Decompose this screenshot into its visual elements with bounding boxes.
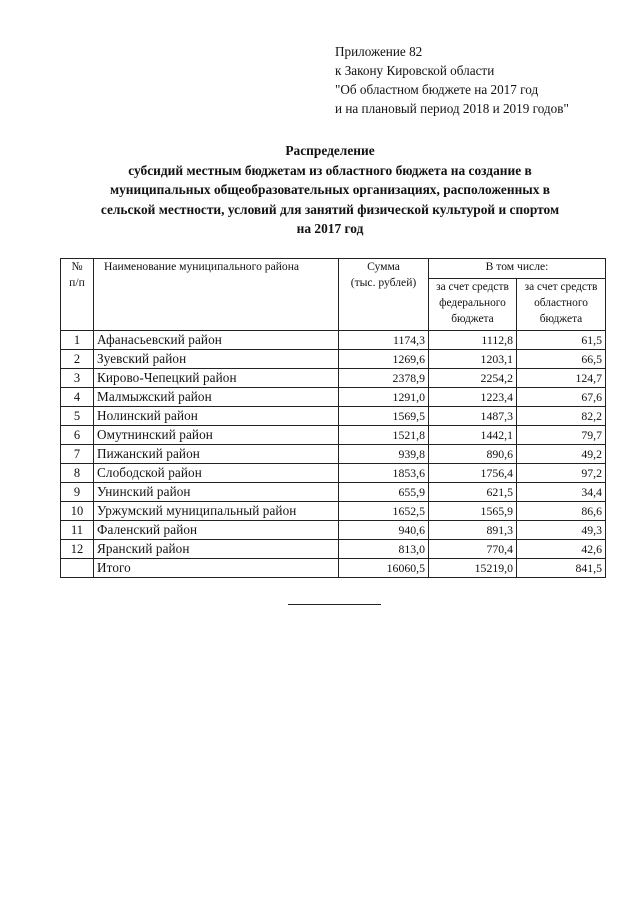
row-regional: 82,2 xyxy=(517,407,606,426)
appendix-header xyxy=(335,42,625,118)
row-regional: 49,3 xyxy=(517,521,606,540)
table-row xyxy=(61,331,606,350)
row-number: 4 xyxy=(61,388,94,407)
total-sum: 16060,5 xyxy=(339,559,429,578)
row-regional: 66,5 xyxy=(517,350,606,369)
row-regional: 49,2 xyxy=(517,445,606,464)
row-sum: 1174,3 xyxy=(339,331,429,350)
row-sum: 655,9 xyxy=(339,483,429,502)
row-federal: 891,3 xyxy=(429,521,517,540)
subsidy-table xyxy=(60,258,606,578)
row-number: 6 xyxy=(61,426,94,445)
header-regional xyxy=(517,279,606,331)
row-federal: 1112,8 xyxy=(429,331,517,350)
table-row xyxy=(61,502,606,521)
row-regional: 124,7 xyxy=(517,369,606,388)
row-sum: 940,6 xyxy=(339,521,429,540)
header-including: В том числе: xyxy=(429,259,606,279)
header-district-name xyxy=(94,259,339,331)
appendix-line-1: Приложение 82 xyxy=(335,44,423,59)
row-sum: 1521,8 xyxy=(339,426,429,445)
title-line-3: муниципальных общеобразовательных организациях, расположенных в xyxy=(109,182,551,197)
row-federal: 1756,4 xyxy=(429,464,517,483)
row-district-name: Зуевский район xyxy=(94,350,339,369)
row-sum: 1569,5 xyxy=(339,407,429,426)
total-label: Итого xyxy=(94,559,339,578)
header-regional-line-1: за счет средств xyxy=(524,281,598,293)
header-sum-line-2: (тыс. рублей) xyxy=(350,275,417,289)
row-number: 10 xyxy=(61,502,94,521)
header-federal-line-3: бюджета xyxy=(451,313,494,325)
table-row xyxy=(61,369,606,388)
row-regional: 61,5 xyxy=(517,331,606,350)
row-number: 9 xyxy=(61,483,94,502)
row-regional: 34,4 xyxy=(517,483,606,502)
appendix-line-4: и на плановый период 2018 и 2019 годов" xyxy=(335,101,569,116)
header-district-name-text: Наименование муниципального района xyxy=(104,260,300,273)
title-line-5: на 2017 год xyxy=(296,221,364,236)
table-row xyxy=(61,388,606,407)
row-district-name: Слободской район xyxy=(94,464,339,483)
table-row xyxy=(61,483,606,502)
row-federal: 1223,4 xyxy=(429,388,517,407)
row-sum: 1853,6 xyxy=(339,464,429,483)
document-title xyxy=(40,141,620,239)
title-line-4: сельской местности, условий для занятий физической культурой и спортом xyxy=(100,201,560,217)
row-regional: 67,6 xyxy=(517,388,606,407)
row-regional: 42,6 xyxy=(517,540,606,559)
row-district-name: Малмыжский район xyxy=(94,388,339,407)
table-body xyxy=(61,331,606,578)
header-number-line-2: п/п xyxy=(69,275,85,289)
closing-divider xyxy=(288,604,381,605)
row-number: 7 xyxy=(61,445,94,464)
row-federal: 1442,1 xyxy=(429,426,517,445)
header-sum-line-1: Сумма xyxy=(367,260,400,273)
row-number: 5 xyxy=(61,407,94,426)
appendix-line-3: "Об областном бюджете на 2017 год xyxy=(335,82,539,97)
row-federal: 890,6 xyxy=(429,445,517,464)
table-row xyxy=(61,426,606,445)
total-regional: 841,5 xyxy=(517,559,606,578)
row-district-name: Яранский район xyxy=(94,540,339,559)
total-federal: 15219,0 xyxy=(429,559,517,578)
row-sum: 1652,5 xyxy=(339,502,429,521)
row-number: 8 xyxy=(61,464,94,483)
row-federal: 1565,9 xyxy=(429,502,517,521)
row-federal: 770,4 xyxy=(429,540,517,559)
header-federal-line-1: за счет средств xyxy=(436,281,509,293)
title-line-2: субсидий местным бюджетам из областного бюджета на создание в xyxy=(128,162,532,178)
row-federal: 621,5 xyxy=(429,483,517,502)
header-regional-line-2: областного xyxy=(534,297,588,309)
table-row xyxy=(61,540,606,559)
total-number xyxy=(61,559,94,578)
row-sum: 1269,6 xyxy=(339,350,429,369)
row-district-name: Нолинский район xyxy=(94,407,339,426)
header-number-line-1: № xyxy=(71,260,83,273)
row-sum: 1291,0 xyxy=(339,388,429,407)
row-district-name: Кирово-Чепецкий район xyxy=(94,369,339,388)
table-row xyxy=(61,521,606,540)
row-number: 11 xyxy=(61,521,94,540)
row-regional: 79,7 xyxy=(517,426,606,445)
table-row xyxy=(61,464,606,483)
row-regional: 97,2 xyxy=(517,464,606,483)
table-row xyxy=(61,350,606,369)
title-line-1: Распределение xyxy=(285,143,375,158)
header-federal xyxy=(429,279,517,331)
row-district-name: Омутнинский район xyxy=(94,426,339,445)
header-regional-line-3: бюджета xyxy=(539,313,583,325)
header-federal-line-2: федерального xyxy=(439,297,506,309)
row-sum: 939,8 xyxy=(339,445,429,464)
table-row xyxy=(61,407,606,426)
row-federal: 2254,2 xyxy=(429,369,517,388)
appendix-line-2: к Закону Кировской области xyxy=(335,63,495,78)
table-row xyxy=(61,445,606,464)
header-number xyxy=(61,259,94,331)
row-district-name: Афанасьевский район xyxy=(94,331,339,350)
row-district-name: Унинский район xyxy=(94,483,339,502)
header-sum xyxy=(339,259,429,331)
row-regional: 86,6 xyxy=(517,502,606,521)
row-number: 2 xyxy=(61,350,94,369)
total-row xyxy=(61,559,606,578)
row-district-name: Фаленский район xyxy=(94,521,339,540)
row-number: 1 xyxy=(61,331,94,350)
row-number: 3 xyxy=(61,369,94,388)
row-number: 12 xyxy=(61,540,94,559)
row-federal: 1203,1 xyxy=(429,350,517,369)
row-sum: 2378,9 xyxy=(339,369,429,388)
row-sum: 813,0 xyxy=(339,540,429,559)
row-federal: 1487,3 xyxy=(429,407,517,426)
row-district-name: Уржумский муниципальный район xyxy=(94,502,339,521)
row-district-name: Пижанский район xyxy=(94,445,339,464)
